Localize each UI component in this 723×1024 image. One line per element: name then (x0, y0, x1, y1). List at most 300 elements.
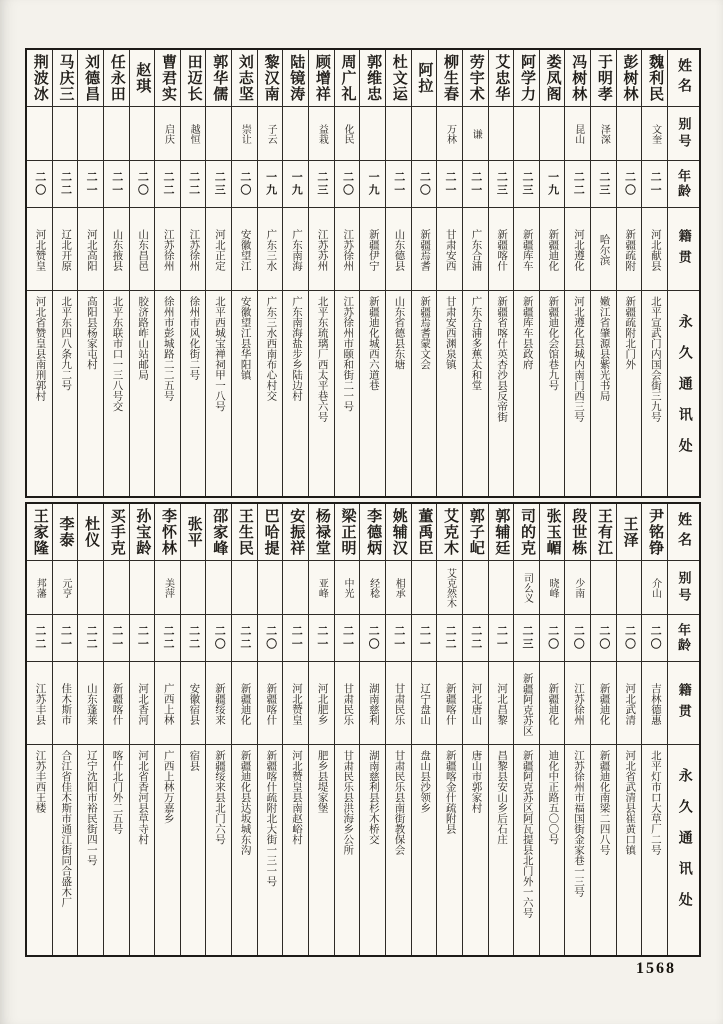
alias-cell (232, 561, 257, 615)
name-cell-text: 董禹臣 (416, 508, 433, 556)
age-cell (104, 615, 129, 662)
address-cell (514, 291, 539, 496)
alias-cell-text: 艾克然木 (444, 567, 456, 608)
directory-table-bottom (25, 502, 701, 957)
age-cell-text: 二〇 (33, 171, 46, 197)
age-cell (181, 161, 206, 208)
address-cell-text: 新疆喀什疏附北大街一三一号 (265, 750, 277, 887)
native-place-cell-text: 江苏苏州 (316, 229, 328, 271)
native-place-cell-text: 河北高阳 (85, 229, 97, 271)
name-cell (78, 504, 103, 561)
name-cell (489, 50, 514, 107)
entry-column (78, 504, 104, 955)
age-cell (617, 161, 642, 208)
entry-column (53, 504, 79, 955)
native-place-cell (283, 208, 308, 291)
name-cell (309, 50, 334, 107)
directory-table-top (25, 48, 701, 498)
entry-column (591, 50, 617, 496)
alias-cell (360, 107, 385, 161)
native-place-cell-text: 新疆库车 (521, 229, 533, 271)
age-cell-text: 二三 (520, 171, 533, 197)
header-address-cell-text: 永久通讯处 (676, 768, 692, 923)
address-cell-text: 徐州市彭城路二二五号 (162, 296, 174, 401)
alias-cell (104, 561, 129, 615)
age-cell (104, 161, 129, 208)
native-place-cell-text: 新疆喀什 (444, 683, 456, 725)
age-cell (130, 615, 155, 662)
age-cell (283, 615, 308, 662)
address-cell-text: 河北省香河县草寺村 (137, 750, 149, 845)
native-place-cell (565, 662, 590, 745)
name-cell (386, 50, 411, 107)
address-cell (335, 745, 360, 955)
entry-column (232, 504, 258, 955)
native-place-cell-text: 河北赞皇 (34, 229, 46, 271)
native-place-cell-text: 山东蓬莱 (85, 683, 97, 725)
alias-cell (514, 561, 539, 615)
name-cell-text: 马庆三 (57, 54, 74, 102)
alias-cell-text: 经稔 (367, 577, 379, 598)
address-cell (489, 745, 514, 955)
native-place-cell (489, 662, 514, 745)
entry-column (130, 50, 156, 496)
name-cell-text: 安振祥 (288, 508, 305, 556)
age-cell (360, 615, 385, 662)
alias-cell (437, 107, 462, 161)
age-cell-text: 二二 (33, 625, 46, 651)
address-cell-text: 北平东四八条九二号 (60, 296, 72, 391)
age-cell-text: 二一 (649, 171, 662, 197)
address-cell-text: 广东合浦多蕉太和堂 (470, 296, 482, 391)
name-cell-text: 杜仪 (83, 516, 100, 548)
alias-cell (360, 561, 385, 615)
address-cell-text: 胶济路岞山站邮局 (137, 296, 149, 380)
age-cell (437, 615, 462, 662)
name-cell (181, 504, 206, 561)
age-cell (514, 161, 539, 208)
native-place-cell (130, 208, 155, 291)
name-cell (232, 50, 257, 107)
age-cell-text: 二三 (597, 171, 610, 197)
alias-cell (565, 561, 590, 615)
entry-column (360, 50, 386, 496)
name-cell (27, 504, 52, 561)
native-place-cell-text: 甘肃民乐 (342, 683, 354, 725)
age-cell-text: 二〇 (649, 625, 662, 651)
alias-cell (130, 107, 155, 161)
address-cell-text: 新疆绥来县北门六号 (214, 750, 226, 845)
entry-column (360, 504, 386, 955)
header-age-cell (668, 615, 699, 662)
native-place-cell-text: 新疆伊宁 (367, 229, 379, 271)
native-place-cell-text: 新疆疏附 (624, 229, 636, 271)
native-place-cell (309, 662, 334, 745)
alias-cell (258, 107, 283, 161)
name-cell-text: 王家隆 (31, 508, 48, 556)
native-place-cell (489, 208, 514, 291)
native-place-cell (104, 662, 129, 745)
age-cell-text: 二二 (85, 625, 98, 651)
alias-cell (540, 107, 565, 161)
age-cell (27, 161, 52, 208)
alias-cell (283, 561, 308, 615)
address-cell-text: 江苏徐州市颐和街二一号 (342, 296, 354, 412)
native-place-cell (258, 208, 283, 291)
name-cell-text: 郭子屺 (467, 508, 484, 556)
native-place-cell (642, 208, 667, 291)
native-place-cell (514, 208, 539, 291)
entry-column (463, 50, 489, 496)
address-cell (437, 745, 462, 955)
native-place-cell (412, 208, 437, 291)
name-cell-text: 王泽 (621, 516, 638, 548)
native-place-cell-text: 广东三水 (265, 229, 277, 271)
alias-cell (78, 561, 103, 615)
name-cell (206, 50, 231, 107)
alias-cell (181, 561, 206, 615)
alias-cell (258, 561, 283, 615)
age-cell (463, 161, 488, 208)
age-cell (53, 615, 78, 662)
header-name-cell-text: 姓名 (676, 512, 691, 552)
age-cell-text: 二二 (187, 625, 200, 651)
alias-cell (412, 561, 437, 615)
address-cell (27, 745, 52, 955)
entry-column (412, 50, 438, 496)
alias-cell (412, 107, 437, 161)
name-cell-text: 黎汉南 (262, 54, 279, 102)
address-cell (617, 291, 642, 496)
address-cell (335, 291, 360, 496)
alias-cell-text: 邦藩 (34, 577, 46, 598)
name-cell-text: 彭树林 (621, 54, 638, 102)
address-cell (258, 745, 283, 955)
age-cell (78, 161, 103, 208)
alias-cell (53, 561, 78, 615)
entry-column (489, 50, 515, 496)
alias-cell (565, 107, 590, 161)
address-cell (489, 291, 514, 496)
name-cell-text: 赵琪 (134, 62, 151, 94)
native-place-cell (617, 208, 642, 291)
name-cell (53, 50, 78, 107)
native-place-cell (386, 208, 411, 291)
entry-column (155, 50, 181, 496)
age-cell-text: 二〇 (213, 625, 226, 651)
name-cell (642, 504, 667, 561)
alias-cell-text: 少南 (572, 577, 584, 598)
entry-column (232, 50, 258, 496)
alias-cell (53, 107, 78, 161)
name-cell (565, 50, 590, 107)
native-place-cell-text: 江苏徐州 (342, 229, 354, 271)
native-place-cell-text: 新疆焉耆 (419, 229, 431, 271)
address-cell-text: 嫩江省肇源县紫光书局 (598, 296, 610, 401)
address-cell-text: 广西上林万嘉乡 (162, 750, 174, 824)
address-cell (514, 745, 539, 955)
alias-cell-text: 介山 (649, 577, 661, 598)
age-cell-text: 二二 (162, 171, 174, 197)
address-cell-text: 迪化中正路五〇〇号 (547, 750, 559, 845)
name-cell-text: 李泰 (57, 516, 74, 548)
native-place-cell-text: 江苏徐州 (188, 229, 200, 271)
age-cell-text: 二〇 (341, 171, 354, 197)
address-cell (27, 291, 52, 496)
name-cell-text: 杜文运 (390, 54, 407, 102)
name-cell (489, 504, 514, 561)
age-cell (489, 615, 514, 662)
name-cell (437, 504, 462, 561)
native-place-cell-text: 新疆迪化 (598, 683, 610, 725)
address-cell-text: 盘山县沙领乡 (419, 750, 431, 813)
native-place-cell (181, 208, 206, 291)
address-cell (642, 745, 667, 955)
address-cell (155, 291, 180, 496)
address-cell-text: 江苏徐州市福国街金家巷一三号 (573, 750, 584, 897)
native-place-cell-text: 江苏徐州 (162, 229, 174, 271)
age-cell-text: 二二 (572, 171, 585, 197)
name-cell (514, 50, 539, 107)
address-cell (386, 291, 411, 496)
age-cell-text: 二〇 (546, 625, 559, 651)
age-cell (514, 615, 539, 662)
address-cell-text: 江苏丰西王楼 (34, 750, 46, 813)
entry-column (53, 50, 79, 496)
name-cell (309, 504, 334, 561)
native-place-cell (540, 662, 565, 745)
address-cell (283, 745, 308, 955)
entry-column (540, 50, 566, 496)
age-cell-text: 二〇 (418, 171, 431, 197)
age-cell (155, 161, 180, 208)
age-cell-text: 二〇 (238, 171, 251, 197)
native-place-cell (540, 208, 565, 291)
entry-column (412, 504, 438, 955)
alias-cell (386, 107, 411, 161)
entry-column (565, 504, 591, 955)
alias-cell (463, 107, 488, 161)
age-cell-text: 二〇 (597, 625, 610, 651)
address-cell-text: 合江省佳木斯市通江街同合盛木厂 (60, 750, 72, 908)
address-cell (463, 291, 488, 496)
native-place-cell-text: 新疆迪化 (547, 683, 559, 725)
age-cell (232, 615, 257, 662)
address-cell-text: 河北省武清县崔黄口镇 (624, 750, 636, 855)
entry-column (463, 504, 489, 955)
header-column (668, 504, 699, 955)
name-cell-text: 刘德昌 (83, 54, 100, 102)
native-place-cell (206, 662, 231, 745)
entry-column (386, 50, 412, 496)
address-cell-text: 河北遵化县城内南门西三号 (573, 296, 584, 422)
age-cell (412, 615, 437, 662)
age-cell-text: 二二 (238, 625, 251, 651)
age-cell (642, 161, 667, 208)
native-place-cell (335, 662, 360, 745)
age-cell (232, 161, 257, 208)
native-place-cell-text: 河北正定 (214, 229, 226, 271)
name-cell (130, 50, 155, 107)
native-place-cell (232, 208, 257, 291)
age-cell-text: 二〇 (136, 171, 149, 197)
native-place-cell-text: 新疆迪化 (239, 683, 251, 725)
name-cell-text: 张平 (185, 516, 202, 548)
address-cell-text: 北平东联市口一三八号交 (111, 296, 123, 412)
native-place-cell-text: 江苏丰县 (34, 683, 46, 725)
address-cell (565, 291, 590, 496)
age-cell (565, 615, 590, 662)
native-place-cell-text: 新疆迪化 (547, 229, 559, 271)
address-cell-text: 新疆焉耆蒙文会 (419, 296, 431, 370)
name-cell (283, 504, 308, 561)
address-cell (53, 291, 78, 496)
header-address-cell-text: 永久通讯处 (676, 314, 692, 469)
name-cell-text: 杨禄堂 (313, 508, 330, 556)
entry-column (155, 504, 181, 955)
alias-cell (155, 107, 180, 161)
native-place-cell-text: 安徽宿县 (188, 683, 200, 725)
name-cell-text: 郭辅廷 (493, 508, 510, 556)
alias-cell-text: 昆山 (572, 123, 584, 144)
native-place-cell-text: 山东德县 (393, 229, 405, 271)
header-age-cell-text: 年龄 (676, 623, 691, 653)
age-cell-text: 二〇 (264, 625, 277, 651)
name-cell (463, 504, 488, 561)
name-cell-text: 于明孝 (595, 54, 612, 102)
header-native-place-cell (668, 208, 699, 291)
name-cell-text: 柳生春 (442, 54, 459, 102)
age-cell-text: 二三 (520, 625, 533, 651)
native-place-cell-text: 河北唐山 (470, 683, 482, 725)
name-cell (104, 504, 129, 561)
native-place-cell (232, 662, 257, 745)
age-cell (335, 161, 360, 208)
address-cell-text: 河北赞皇县南赵峪村 (290, 750, 302, 845)
address-cell (309, 291, 334, 496)
native-place-cell-text: 甘肃民乐 (393, 683, 405, 725)
entry-column (130, 504, 156, 955)
alias-cell (309, 561, 334, 615)
native-place-cell-text: 山东掖县 (111, 229, 123, 271)
entry-column (642, 50, 668, 496)
entry-column (386, 504, 412, 955)
name-cell (617, 504, 642, 561)
age-cell (155, 615, 180, 662)
native-place-cell-text: 河北昌黎 (496, 683, 508, 725)
name-cell (463, 50, 488, 107)
alias-cell-text: 晓峰 (547, 577, 559, 598)
alias-cell (181, 107, 206, 161)
entry-column (181, 504, 207, 955)
address-cell-text: 广东三水西南布心村交 (265, 296, 277, 401)
native-place-cell (591, 662, 616, 745)
age-cell (617, 615, 642, 662)
native-place-cell (437, 208, 462, 291)
address-cell (540, 745, 565, 955)
name-cell (258, 504, 283, 561)
address-cell (130, 291, 155, 496)
name-cell-text: 荆波冰 (31, 54, 48, 102)
age-cell (360, 161, 385, 208)
address-cell-text: 昌黎县安山乡后石庄 (496, 750, 508, 845)
native-place-cell-text: 辽北开原 (60, 229, 72, 271)
native-place-cell (27, 208, 52, 291)
header-name-cell (668, 50, 699, 107)
alias-cell-text: 子云 (265, 123, 277, 144)
age-cell-text: 二一 (469, 171, 482, 197)
name-cell (283, 50, 308, 107)
native-place-cell-text: 新疆喀什 (111, 683, 123, 725)
age-cell (386, 161, 411, 208)
entry-column (489, 504, 515, 955)
age-cell-text: 二一 (290, 625, 303, 651)
name-cell (206, 504, 231, 561)
address-cell (206, 291, 231, 496)
alias-cell (617, 561, 642, 615)
name-cell-text: 阿学力 (518, 54, 535, 102)
address-cell-text: 新疆迪化城西六道巷 (367, 296, 379, 391)
alias-cell (540, 561, 565, 615)
address-cell (309, 745, 334, 955)
age-cell (258, 161, 283, 208)
alias-cell-text: 相承 (393, 577, 405, 598)
entry-column (283, 50, 309, 496)
alias-cell-text: 万林 (444, 123, 456, 144)
entry-column (335, 504, 361, 955)
native-place-cell (360, 662, 385, 745)
address-cell (206, 745, 231, 955)
entry-column (206, 504, 232, 955)
native-place-cell (617, 662, 642, 745)
address-cell (181, 291, 206, 496)
address-cell (283, 291, 308, 496)
alias-cell (27, 561, 52, 615)
name-cell (540, 504, 565, 561)
native-place-cell (360, 208, 385, 291)
age-cell (591, 615, 616, 662)
alias-cell (642, 561, 667, 615)
name-cell-text: 刘志坚 (236, 54, 253, 102)
age-cell (181, 615, 206, 662)
age-cell-text: 一九 (367, 171, 380, 197)
address-cell-text: 新疆疏附北门外 (624, 296, 636, 370)
age-cell-text: 二一 (136, 625, 149, 651)
native-place-cell-text: 新疆喀什 (496, 229, 508, 271)
address-cell-text: 广东南海盐步乡陆边村 (290, 296, 302, 401)
age-cell (258, 615, 283, 662)
address-cell-text: 辽宁沈阳市裕民街四一号 (85, 750, 97, 866)
entry-column (565, 50, 591, 496)
address-cell (258, 291, 283, 496)
header-name-cell (668, 504, 699, 561)
address-cell-text: 安徽望江县华阳镇 (239, 296, 251, 380)
name-cell (232, 504, 257, 561)
name-cell-text: 田迈长 (185, 54, 202, 102)
native-place-cell (27, 662, 52, 745)
address-cell (232, 291, 257, 496)
entry-column (181, 50, 207, 496)
entry-column (206, 50, 232, 496)
address-cell (360, 291, 385, 496)
alias-cell (309, 107, 334, 161)
age-cell-text: 二一 (315, 625, 328, 651)
age-cell-text: 二〇 (367, 625, 380, 651)
entry-column (78, 50, 104, 496)
name-cell-text: 尹铭铮 (647, 508, 664, 556)
entry-column (258, 50, 284, 496)
age-cell-text: 二二 (444, 625, 457, 651)
